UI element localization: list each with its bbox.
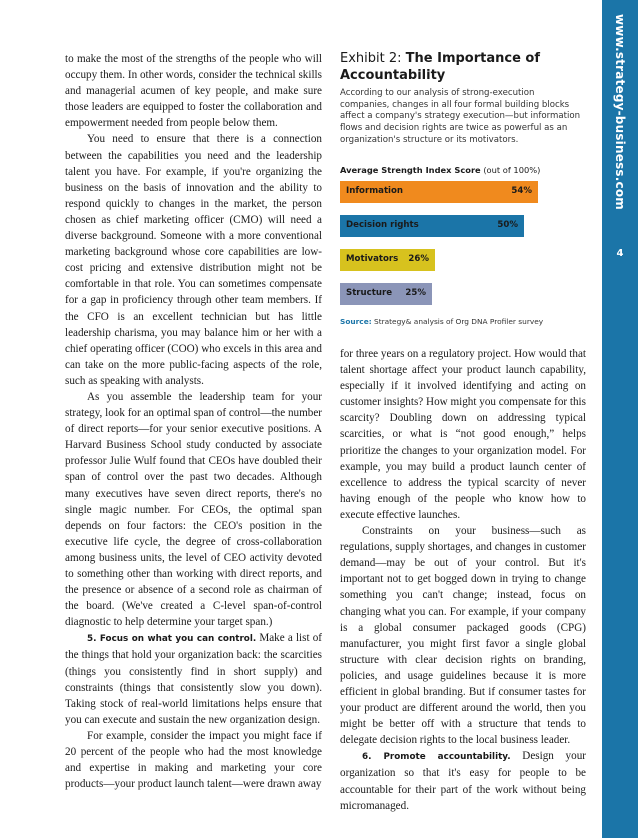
page-number: 4: [616, 248, 624, 259]
bar-value-label: 54%: [511, 185, 532, 196]
exhibit-number: Exhibit 2:: [340, 51, 406, 66]
exhibit-description: According to our analysis of strong-execution companies, changes in all four formal building blocks affect a company's strategy execution—but information flows and decision rights are twice as powerful as an organization's structure or its motivators.: [340, 88, 581, 145]
bar-structure: [340, 283, 432, 305]
bar-motivators: [340, 249, 435, 271]
exhibit-heading: The Importance of Accountability: [340, 51, 541, 83]
section-heading: 5. Focus on what you can control.: [87, 634, 257, 645]
score-label: [340, 165, 586, 175]
paragraph: For example, consider the impact you might face if 20 percent of the people who had the most knowledge and expertise in making and marketing your core products—your product launch talent—were drawn away: [65, 729, 322, 791]
bar-value-label: 26%: [408, 253, 429, 264]
bar-value-label: 25%: [405, 287, 426, 298]
score-label-note: (out of 100%): [480, 164, 541, 175]
left-column: [65, 51, 322, 792]
sidebar-band: [602, 0, 638, 838]
exhibit-panel: [340, 50, 586, 326]
paragraph-text: Design your organization so that it's easy for people to be accountable for their part of the work without being micromanaged.: [340, 750, 586, 812]
paragraph: You need to ensure that there is a connection between the capabilities you need and the leadership talent you have. For example, if you're organizing the business on the basis of innovation and the ability to respond quickly to changes in the market, the person chosen as chief marketing officer (CMO) will need a diverse background. Someone with a more conventional marketing background whose core capabilities are low-cost pricing and extensive distribution might not be comfortable in that role. You can sometimes compensate for a gap in proficiency through other team members. If the CFO is an excellent technician but has little leadership charisma, you may balance him or her with a chief operating officer (COO) who excels in this area and can take on the more public-facing aspects of the role, such as speaking with analysts.: [65, 133, 322, 387]
paragraph: for three years on a regulatory project. How would that talent shortage affect your product launch capability, especially if it involved identifying and acting on customer insights? How might you compensate for this scarcity? Doubling down on addressing typical scarcities, or what is “not good enough,” helps prioritize the changes to your organization model. For example, you may build a product launch center of excellence to address the typical scarcity of never having enough of the people who know how to execute effective launches.: [340, 348, 586, 521]
exhibit-title: [340, 50, 586, 84]
paragraph-text: Make a list of the things that hold your organization back: the scarcities (things you consistently find in short supply) and constraints (things that consistently slow you down). Taking stock of real-world limitations helps ensure that you can execute and sustain the new organization design.: [65, 632, 322, 726]
bar-value-label: 50%: [497, 219, 518, 230]
paragraph: to make the most of the strengths of the people who will occupy them. In other words, consider the technical skills and managerial acumen of key people, and make sure those leaders are equipped to foster the collaboration and empowerment needed from people below them.: [65, 53, 322, 130]
paragraph: Constraints on your business—such as regulations, supply shortages, and changes in customer demand—may be out of your control. But it's important not to get bogged down in trying to change something you can't change; instead, focus on changing what you can. For example, if your company is a global consumer packaged goods (CPG) manufacturer, you might first favor a single global structure with clear decision rights on branding, policies, and usage guidelines because it is more efficient in global branding. But if consumer tastes for your product are different around the world, then you might be better off with a structure that tends to delegate decision rights to the local business leader.: [340, 525, 586, 747]
section-heading: 6. Promote accountability.: [362, 752, 511, 763]
bar-chart: [340, 181, 586, 311]
paragraph: [65, 630, 322, 728]
source-label: Source:: [340, 316, 372, 326]
bar-decision-rights: [340, 215, 524, 237]
score-label-bold: Average Strength Index Score: [340, 164, 481, 175]
source-note: [340, 317, 586, 326]
right-column: [340, 346, 586, 814]
bar-category-label: Information: [346, 185, 404, 196]
bar-category-label: Motivators: [346, 253, 399, 264]
bar-category-label: Decision rights: [346, 219, 419, 230]
paragraph: [340, 748, 586, 813]
bar-category-label: Structure: [346, 287, 393, 298]
bar-information: [340, 181, 538, 203]
site-url-link[interactable]: [602, 12, 638, 212]
paragraph: As you assemble the leadership team for your strategy, look for an optimal span of control—the number of direct reports—for your senior executive positions. A Harvard Business School study conducted by associate professor Julie Wulf found that CEOs have doubled their span of control over the past two decades. Although many executives have seven direct reports, there's no single magic number. For CEOs, the optimal span depends on four factors: the CEO's position in the executive life cycle, the degree of cross-collaboration among business units, the level of CEO activity devoted to something other than working with direct reports, and the presence or absence of a second role as chairman of the board. (We've created a C-level span-of-control diagnostic to help determine your target span.): [65, 390, 322, 629]
source-text: Strategy& analysis of Org DNA Profiler survey: [371, 316, 544, 326]
site-url: www.strategy-business.com: [613, 14, 627, 210]
